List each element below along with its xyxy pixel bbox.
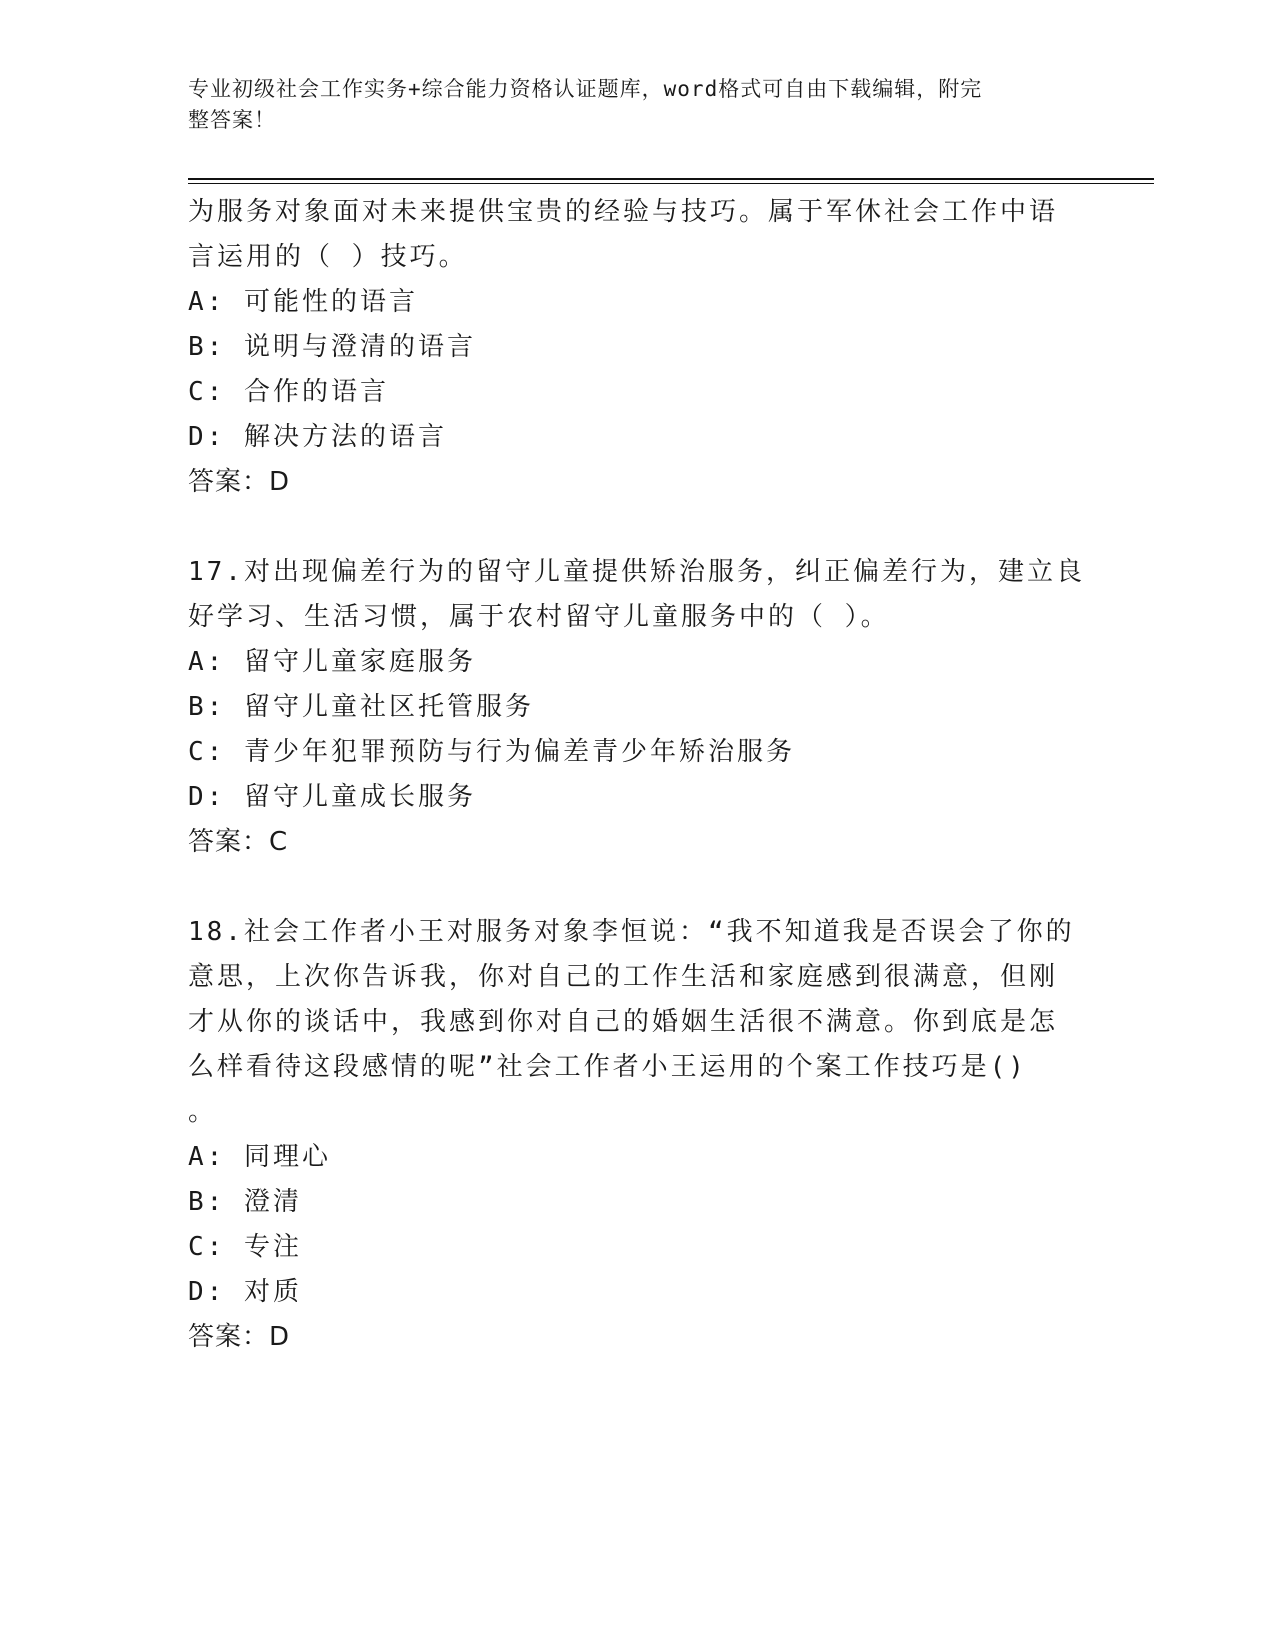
question-stem-line: 为服务对象面对未来提供宝贵的经验与技巧。属于军休社会工作中语 [188,197,1059,227]
question-stem-line: 18.社会工作者小王对服务对象李恒说：“我不知道我是否误会了你的 [188,917,1075,947]
option-a: A: 可能性的语言 [188,287,418,317]
option-c: C: 合作的语言 [188,377,389,407]
option-a: A: 同理心 [188,1142,331,1172]
question-stem-line: 言运用的（ ）技巧。 [188,242,468,272]
question-stem-line: 17.对出现偏差行为的留守儿童提供矫治服务，纠正偏差行为，建立良 [188,557,1085,587]
option-a: A: 留守儿童家庭服务 [188,647,476,677]
answer-line: 答案：C [188,827,289,857]
spacer [188,505,1088,550]
option-c: C: 青少年犯罪预防与行为偏差青少年矫治服务 [188,737,795,767]
question-stem-line: 。 [188,1097,218,1127]
answer-line: 答案：D [188,467,291,497]
option-d: D: 解决方法的语言 [188,422,447,452]
question-stem-line: 好学习、生活习惯，属于农村留守儿童服务中的（ ）。 [188,602,890,632]
header-divider-thin [188,183,1154,184]
option-b: B: 澄清 [188,1187,302,1217]
option-b: B: 留守儿童社区托管服务 [188,692,534,722]
page-header [188,74,1088,136]
option-c: C: 专注 [188,1232,302,1262]
question-stem-line: 意思，上次你告诉我，你对自己的工作生活和家庭感到很满意，但刚 [188,962,1059,992]
question-list [188,190,1088,1360]
question-stem-line: 才从你的谈话中，我感到你对自己的婚姻生活很不满意。你到底是怎 [188,1007,1059,1037]
header-line-2: 整答案！ [188,108,276,132]
question-18 [188,910,1088,1360]
answer-line: 答案：D [188,1322,291,1352]
option-d: D: 留守儿童成长服务 [188,782,476,812]
option-d: D: 对质 [188,1277,302,1307]
header-line-1: 专业初级社会工作实务+综合能力资格认证题库，word格式可自由下载编辑，附完 [188,77,983,101]
question-17 [188,550,1088,865]
question-continued [188,190,1088,505]
header-divider-thick [188,178,1154,180]
spacer [188,865,1088,910]
option-b: B: 说明与澄清的语言 [188,332,476,362]
question-stem-line: 么样看待这段感情的呢”社会工作者小王运用的个案工作技巧是() [188,1052,1027,1082]
